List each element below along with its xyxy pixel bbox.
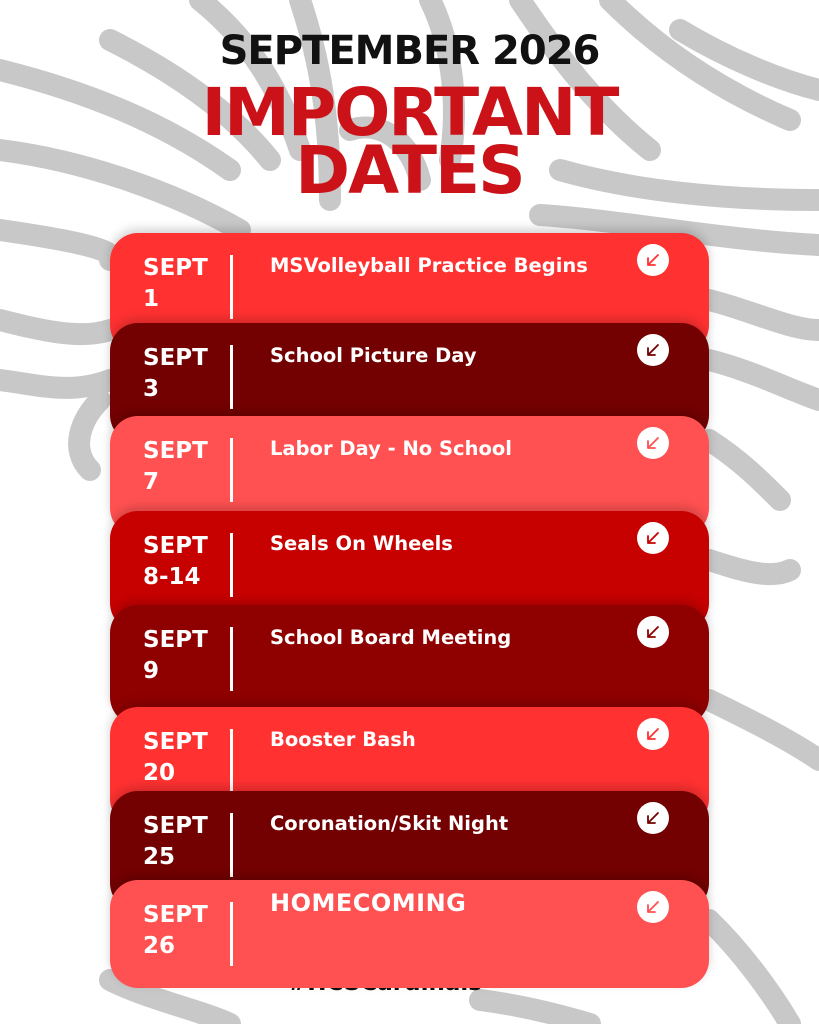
arrow-down-left-icon[interactable]: [637, 802, 669, 834]
event-divider: [230, 627, 233, 691]
arrow-down-left-icon[interactable]: [637, 522, 669, 554]
event-date: [143, 811, 233, 873]
event-name: Seals On Wheels: [270, 532, 453, 555]
event-date-month: SEPT: [143, 255, 208, 281]
arrow-down-left-icon[interactable]: [637, 244, 669, 276]
event-date-month: SEPT: [143, 438, 208, 464]
event-name: Coronation/Skit Night: [270, 812, 509, 835]
event-divider: [230, 902, 233, 966]
event-name: MSVolleyball Practice Begins: [270, 254, 588, 277]
event-divider: [230, 345, 233, 409]
arrow-down-left-icon[interactable]: [637, 718, 669, 750]
arrow-down-left-icon[interactable]: [637, 427, 669, 459]
event-date: [143, 625, 233, 687]
event-date-day: 25: [143, 844, 176, 870]
event-date: [143, 343, 233, 405]
event-date-day: 3: [143, 376, 160, 402]
event-name: Booster Bash: [270, 728, 416, 751]
event-name: Labor Day - No School: [270, 437, 512, 460]
event-name: School Picture Day: [270, 344, 477, 367]
events-list: [110, 233, 709, 988]
event-date-day: 26: [143, 933, 176, 959]
event-card: [110, 880, 709, 988]
event-date-day: 1: [143, 286, 160, 312]
event-date-day: 20: [143, 760, 176, 786]
event-date-day: 8-14: [143, 564, 201, 590]
event-date-month: SEPT: [143, 345, 208, 371]
event-date-month: SEPT: [143, 729, 208, 755]
event-date-month: SEPT: [143, 533, 208, 559]
event-date-month: SEPT: [143, 813, 208, 839]
event-date-day: 9: [143, 658, 160, 684]
event-date: [143, 253, 233, 315]
event-divider: [230, 729, 233, 793]
event-date-month: SEPT: [143, 902, 208, 928]
event-date: [143, 436, 233, 498]
event-date-month: SEPT: [143, 627, 208, 653]
arrow-down-left-icon[interactable]: [637, 891, 669, 923]
page-title: [0, 74, 819, 209]
event-divider: [230, 438, 233, 502]
page-title-line-1: IMPORTANT: [201, 74, 618, 151]
event-name: HOMECOMING: [270, 889, 467, 917]
month-title: SEPTEMBER 2026: [219, 28, 600, 74]
page-title-line-2: DATES: [295, 132, 524, 209]
event-date: [143, 531, 233, 593]
event-divider: [230, 255, 233, 319]
event-date: [143, 900, 233, 962]
event-divider: [230, 533, 233, 597]
event-date-day: 7: [143, 469, 160, 495]
event-name: School Board Meeting: [270, 626, 512, 649]
arrow-down-left-icon[interactable]: [637, 334, 669, 366]
arrow-down-left-icon[interactable]: [637, 616, 669, 648]
event-divider: [230, 813, 233, 877]
event-date: [143, 727, 233, 789]
